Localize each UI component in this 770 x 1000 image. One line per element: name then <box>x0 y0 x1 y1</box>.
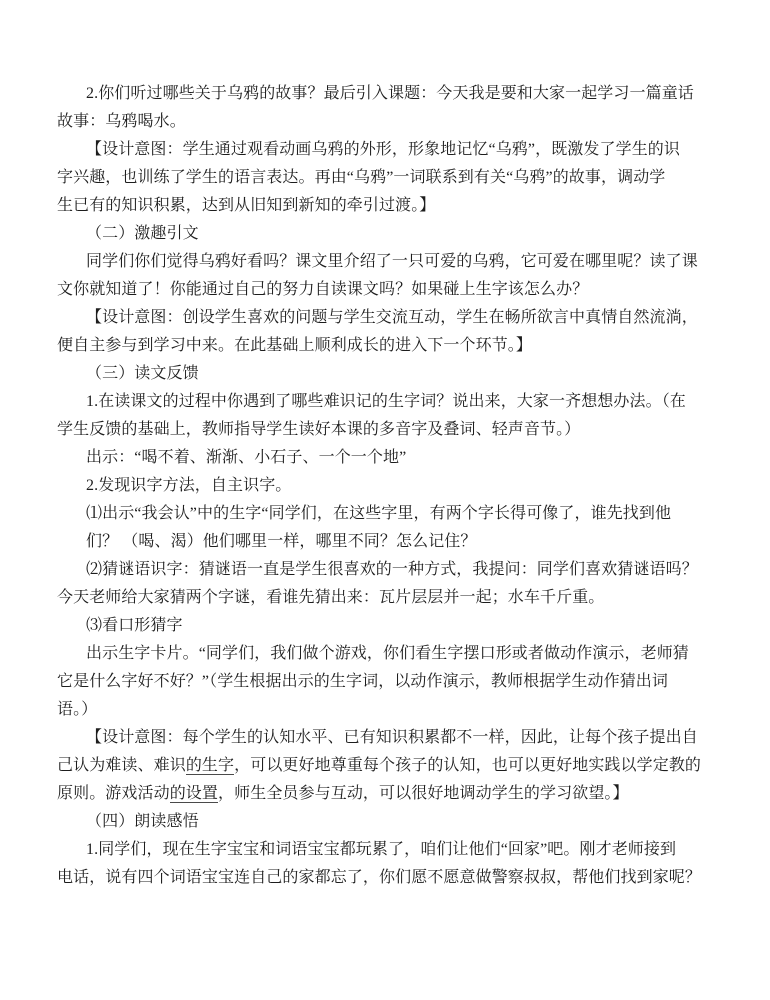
text-run: 【设计意图：每个学生的认知水平、已有知识积累都不一样，因此，让每个孩子提出自 <box>86 729 698 746</box>
text-line <box>57 220 714 248</box>
text-run: 出示生字卡片。“同学们，我们做个游戏，你们看生字摆口形或者做动作演示，老师猜 <box>86 645 689 662</box>
text-run: 便自主参与到学习中来。在此基础上顺利成长的进入下一个环节。】 <box>57 337 533 354</box>
text-line <box>57 836 714 864</box>
text-line <box>57 164 714 192</box>
text-run: 语。） <box>57 701 98 718</box>
underlined-text: 的生字 <box>185 757 235 774</box>
text-run: （四）朗读感悟 <box>86 813 199 830</box>
text-run: 今天老师给大家猜两个字谜，看谁先猜出来：瓦片层层并一起；水车千斤重。 <box>57 589 605 606</box>
text-run: 1.同学们，现在生字宝宝和词语宝宝都玩累了，咱们让他们“回家”吧。刚才老师接到 <box>86 841 677 858</box>
text-line <box>57 304 714 332</box>
text-run: 【设计意图：学生通过观看动画乌鸦的外形，形象地记忆“乌鸦”，既激发了学生的识 <box>86 141 681 158</box>
text-line <box>57 724 714 752</box>
text-run: 字兴趣，也训练了学生的语言表达。再由“乌鸦”一词联系到有关“乌鸦”的故事，调动学 <box>57 169 666 186</box>
text-run: （三）读文反馈 <box>86 365 199 382</box>
text-run: 故事：乌鸦喝水。 <box>57 113 186 130</box>
document-body <box>57 80 714 892</box>
text-line <box>57 108 714 136</box>
text-line <box>57 528 714 556</box>
text-line <box>57 612 714 640</box>
text-run: ，可以更好地尊重每个孩子的认知，也可以更好地实践以学定教的 <box>234 757 702 774</box>
text-line <box>57 192 714 220</box>
text-line <box>57 696 714 724</box>
text-line <box>57 332 714 360</box>
text-line <box>57 640 714 668</box>
text-run: 出示：“喝不着、渐渐、小石子、一个一个地” <box>86 449 407 466</box>
text-line <box>57 808 714 836</box>
text-line <box>57 584 714 612</box>
text-line <box>57 416 714 444</box>
text-run: 生已有的知识积累，达到从旧知到新知的牵引过渡。】 <box>57 197 436 214</box>
text-line <box>57 500 714 528</box>
text-run: 己认为难读、难识 <box>57 757 186 774</box>
text-run: 1.在读课文的过程中你遇到了哪些难识记的生字词？说出来，大家一齐想想办法。（在 <box>86 393 686 410</box>
text-run: 【设计意图：创设学生喜欢的问题与学生交流互动，学生在畅所欲言中真情自然流淌， <box>86 309 698 326</box>
text-line <box>57 80 714 108</box>
text-run: ⑵猜谜语识字：猜谜语一直是学生很喜欢的一种方式，我提问：同学们喜欢猜谜语吗？ <box>86 561 698 578</box>
text-run: ，师生全员参与互动，可以很好地调动学生的学习欲望。】 <box>218 785 629 802</box>
text-run: 2.发现识字方法，自主识字。 <box>86 477 292 494</box>
text-line <box>57 444 714 472</box>
text-line <box>57 388 714 416</box>
text-line <box>57 360 714 388</box>
text-run: ⑴出示“我会认”中的生字“同学们，在这些字里，有两个字长得可像了，谁先找到他 <box>86 505 672 522</box>
text-line <box>57 472 714 500</box>
text-run: （二）激趣引文 <box>86 225 199 242</box>
text-run: 原则。游戏活动 <box>57 785 170 802</box>
text-line <box>57 136 714 164</box>
text-run: ⑶看口形猜字 <box>86 617 183 634</box>
text-run: 它是什么字好不好？”（学生根据出示的生字词，以动作演示，教师根据学生动作猜出词 <box>57 673 669 690</box>
text-run: 电话，说有四个词语宝宝连自己的家都忘了，你们愿不愿意做警察叔叔，帮他们找到家呢？ <box>57 869 702 886</box>
text-line <box>57 276 714 304</box>
text-line <box>57 668 714 696</box>
text-line <box>57 780 714 808</box>
text-line <box>57 556 714 584</box>
text-run: 2.你们听过哪些关于乌鸦的故事？最后引入课题：今天我是要和大家一起学习一篇童话 <box>86 85 694 102</box>
text-line <box>57 248 714 276</box>
underlined-text: 的设置 <box>169 785 219 802</box>
text-run: 们？ （喝、渴）他们哪里一样，哪里不同？怎么记住？ <box>86 533 477 550</box>
text-run: 同学们你们觉得乌鸦好看吗？课文里介绍了一只可爱的乌鸦，它可爱在哪里呢？读了课 <box>86 253 698 270</box>
text-line <box>57 752 714 780</box>
text-run: 文你就知道了！你能通过自己的努力自读课文吗？如果碰上生字该怎么办？ <box>57 281 589 298</box>
text-run: 学生反馈的基础上，教师指导学生读好本课的多音字及叠词、轻声音节。） <box>57 421 581 438</box>
text-line <box>57 864 714 892</box>
